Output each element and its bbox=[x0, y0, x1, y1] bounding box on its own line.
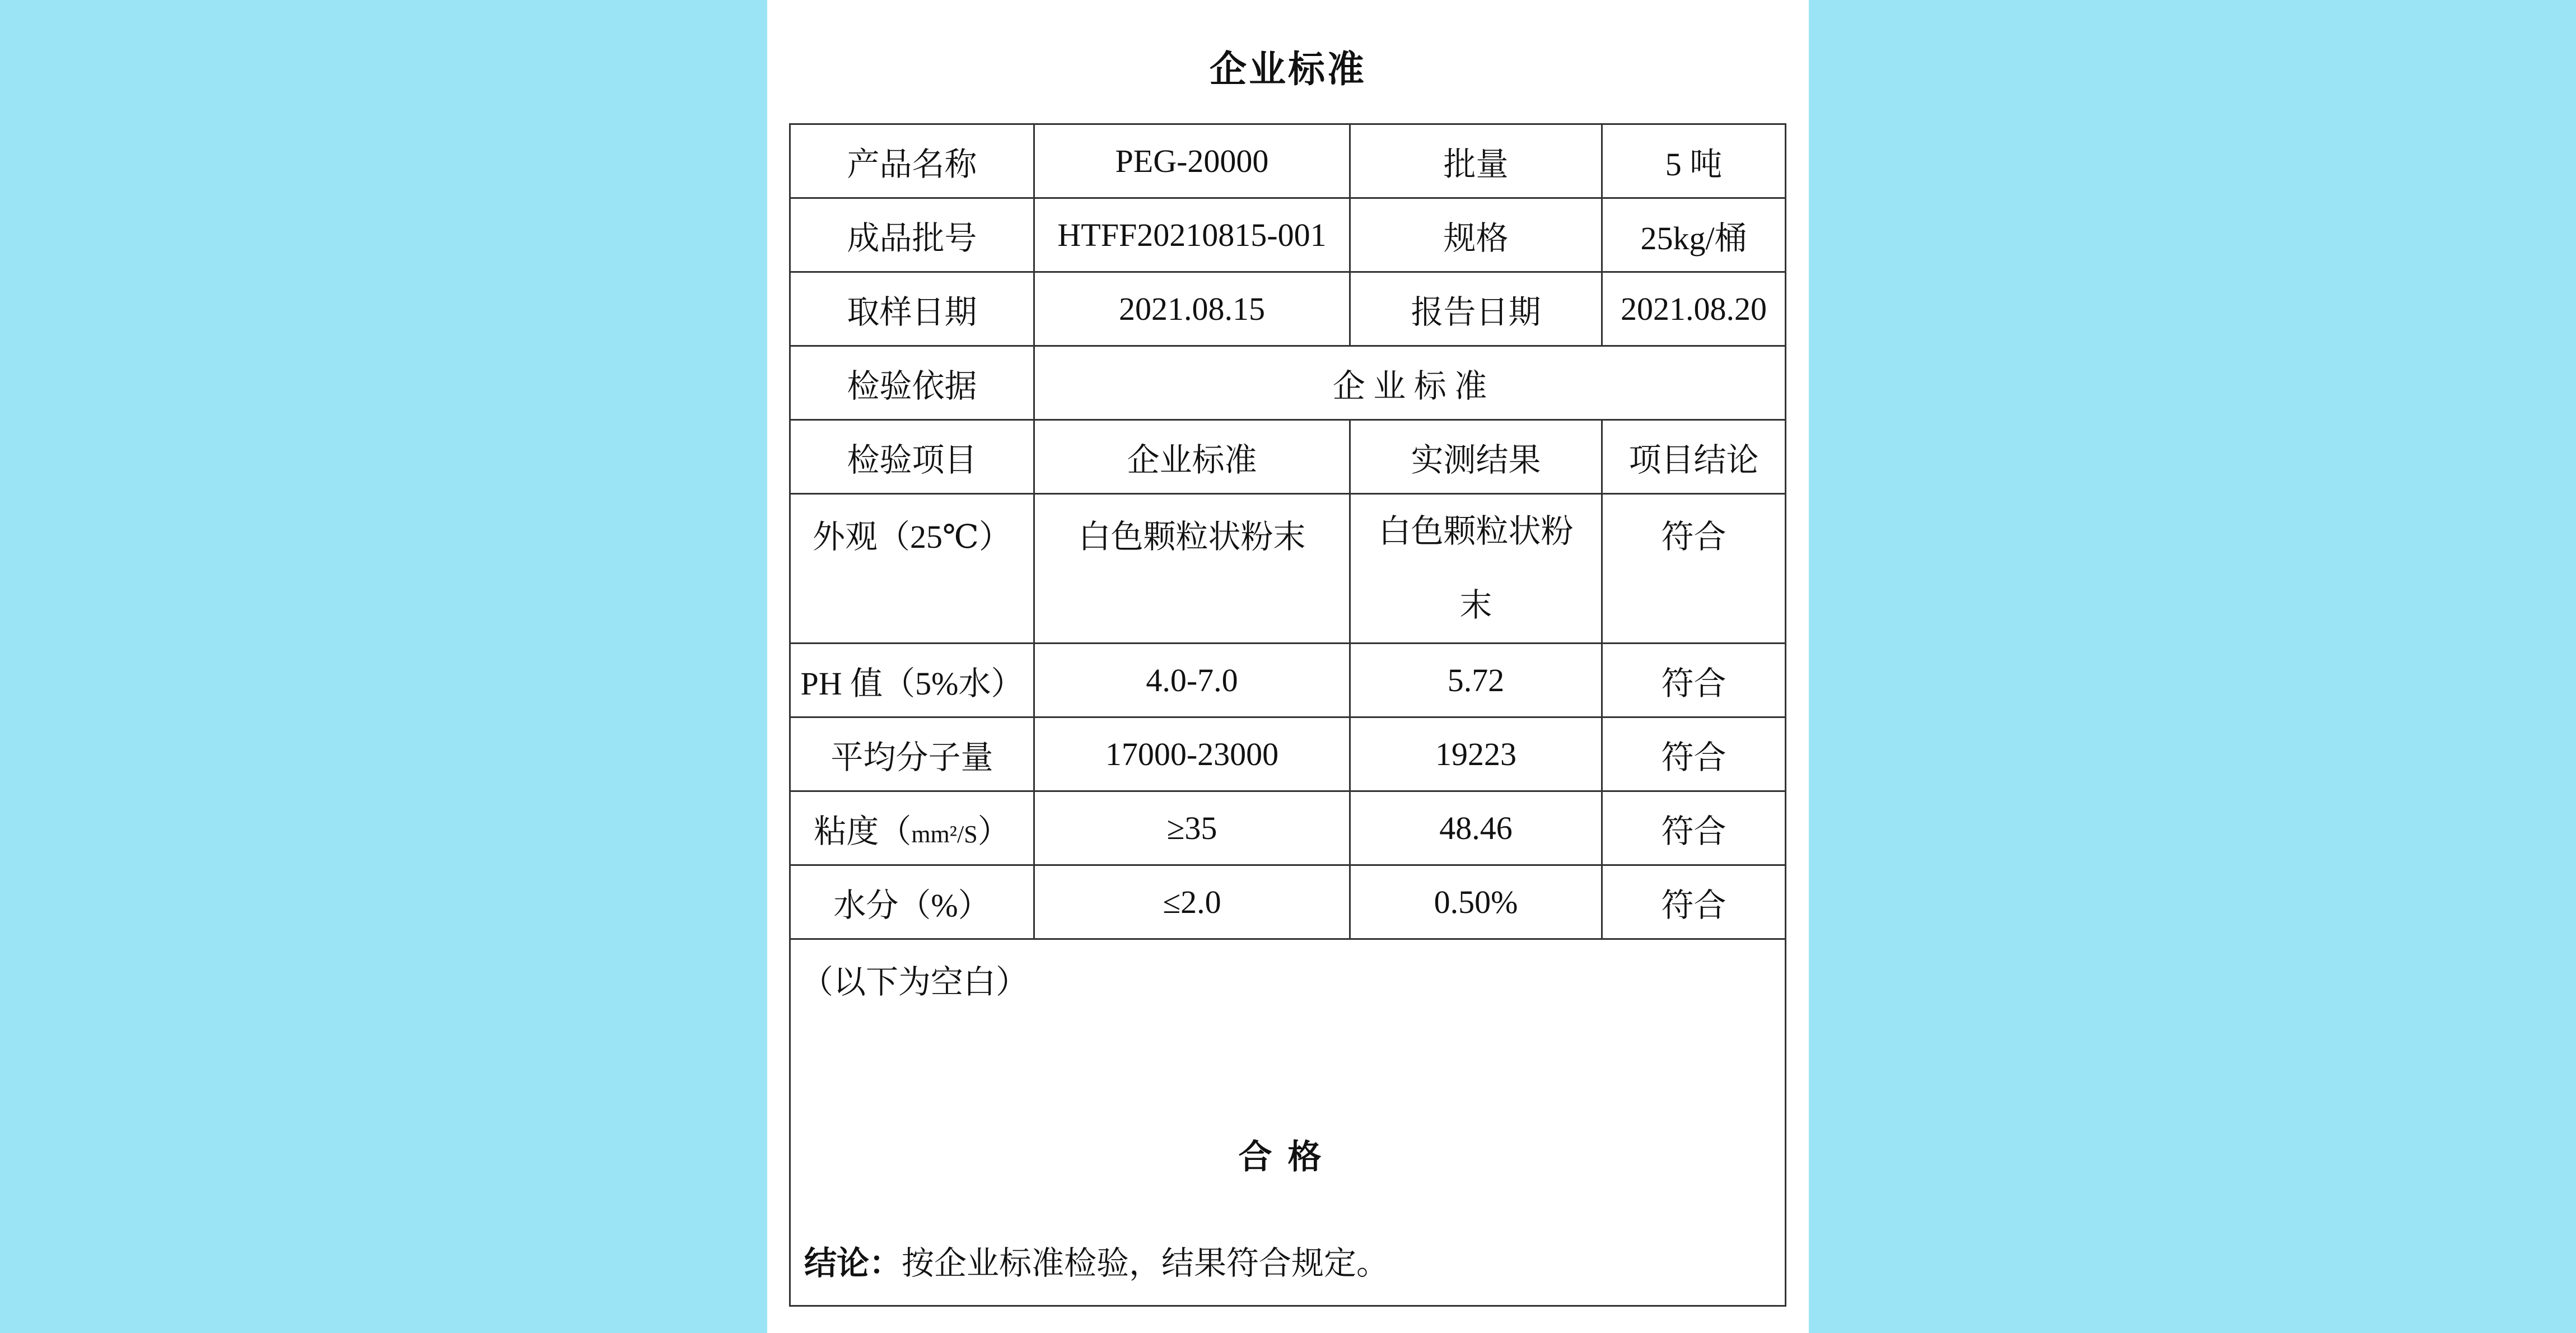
conclusion-text: 按企业标准检验，结果符合规定。 bbox=[902, 1245, 1389, 1281]
inspection-report-table bbox=[789, 123, 1786, 1307]
product-name-label: 产品名称 bbox=[790, 124, 1034, 198]
basis-label: 检验依据 bbox=[790, 346, 1034, 420]
conclusion-value: 符合 bbox=[1602, 865, 1786, 939]
column-header: 项目结论 bbox=[1602, 420, 1786, 494]
conclusion bbox=[804, 1237, 1389, 1284]
lot-label: 成品批号 bbox=[790, 198, 1034, 272]
spec-label: 规格 bbox=[1350, 198, 1602, 272]
table-row bbox=[790, 791, 1786, 865]
conclusion-value: 符合 bbox=[1602, 494, 1786, 644]
document-title: 企业标准 bbox=[1210, 48, 1366, 91]
report-date-value: 2021.08.20 bbox=[1602, 272, 1786, 346]
product-name-value: PEG-20000 bbox=[1034, 124, 1350, 198]
table-row bbox=[790, 346, 1786, 420]
conclusion-value: 符合 bbox=[1602, 717, 1786, 791]
table-row bbox=[790, 494, 1786, 644]
test-item bbox=[790, 791, 1034, 865]
table-row bbox=[790, 272, 1786, 346]
verdict: 合格 bbox=[1238, 1138, 1337, 1177]
test-item: 水分（%） bbox=[790, 865, 1034, 939]
result-value: 5.72 bbox=[1350, 644, 1602, 717]
conclusion-label: 结论： bbox=[804, 1244, 902, 1282]
conclusion-value: 符合 bbox=[1602, 644, 1786, 717]
sample-date-label: 取样日期 bbox=[790, 272, 1034, 346]
result-value: 19223 bbox=[1350, 717, 1602, 791]
standard-value: ≥35 bbox=[1034, 791, 1350, 865]
conclusion-value: 符合 bbox=[1602, 791, 1786, 865]
test-item: PH 值（5%水） bbox=[790, 644, 1034, 717]
column-header: 实测结果 bbox=[1350, 420, 1602, 494]
table-row bbox=[790, 198, 1786, 272]
table-row bbox=[790, 717, 1786, 791]
blank-note: （以下为空白） bbox=[801, 964, 1029, 1000]
table-header-row bbox=[790, 420, 1786, 494]
test-item-prefix: 粘度（ bbox=[814, 813, 912, 850]
result-value: 48.46 bbox=[1350, 791, 1602, 865]
column-header: 企业标准 bbox=[1034, 420, 1350, 494]
table-row bbox=[790, 124, 1786, 198]
standard-value: 白色颗粒状粉末 bbox=[1034, 494, 1350, 644]
sample-date-value: 2021.08.15 bbox=[1034, 272, 1350, 346]
basis-value: 企 业 标 准 bbox=[1034, 346, 1786, 420]
test-item: 平均分子量 bbox=[790, 717, 1034, 791]
test-item: 外观（25℃） bbox=[790, 494, 1034, 644]
document-page bbox=[767, 0, 1809, 1333]
standard-value: ≤2.0 bbox=[1034, 865, 1350, 939]
spec-value: 25kg/桶 bbox=[1602, 198, 1786, 272]
summary-cell bbox=[790, 939, 1786, 1306]
test-item-suffix: ） bbox=[977, 813, 1010, 850]
test-item-unit: mm²/S bbox=[911, 820, 978, 848]
standard-value: 17000-23000 bbox=[1034, 717, 1350, 791]
standard-value: 4.0-7.0 bbox=[1034, 644, 1350, 717]
table-row bbox=[790, 865, 1786, 939]
report-date-label: 报告日期 bbox=[1350, 272, 1602, 346]
lot-value: HTFF20210815-001 bbox=[1034, 198, 1350, 272]
result-value: 白色颗粒状粉末 bbox=[1350, 494, 1602, 644]
batch-size-value: 5 吨 bbox=[1602, 124, 1786, 198]
batch-size-label: 批量 bbox=[1350, 124, 1602, 198]
column-header: 检验项目 bbox=[790, 420, 1034, 494]
result-value: 0.50% bbox=[1350, 865, 1602, 939]
table-row bbox=[790, 644, 1786, 717]
table-row bbox=[790, 939, 1786, 1306]
